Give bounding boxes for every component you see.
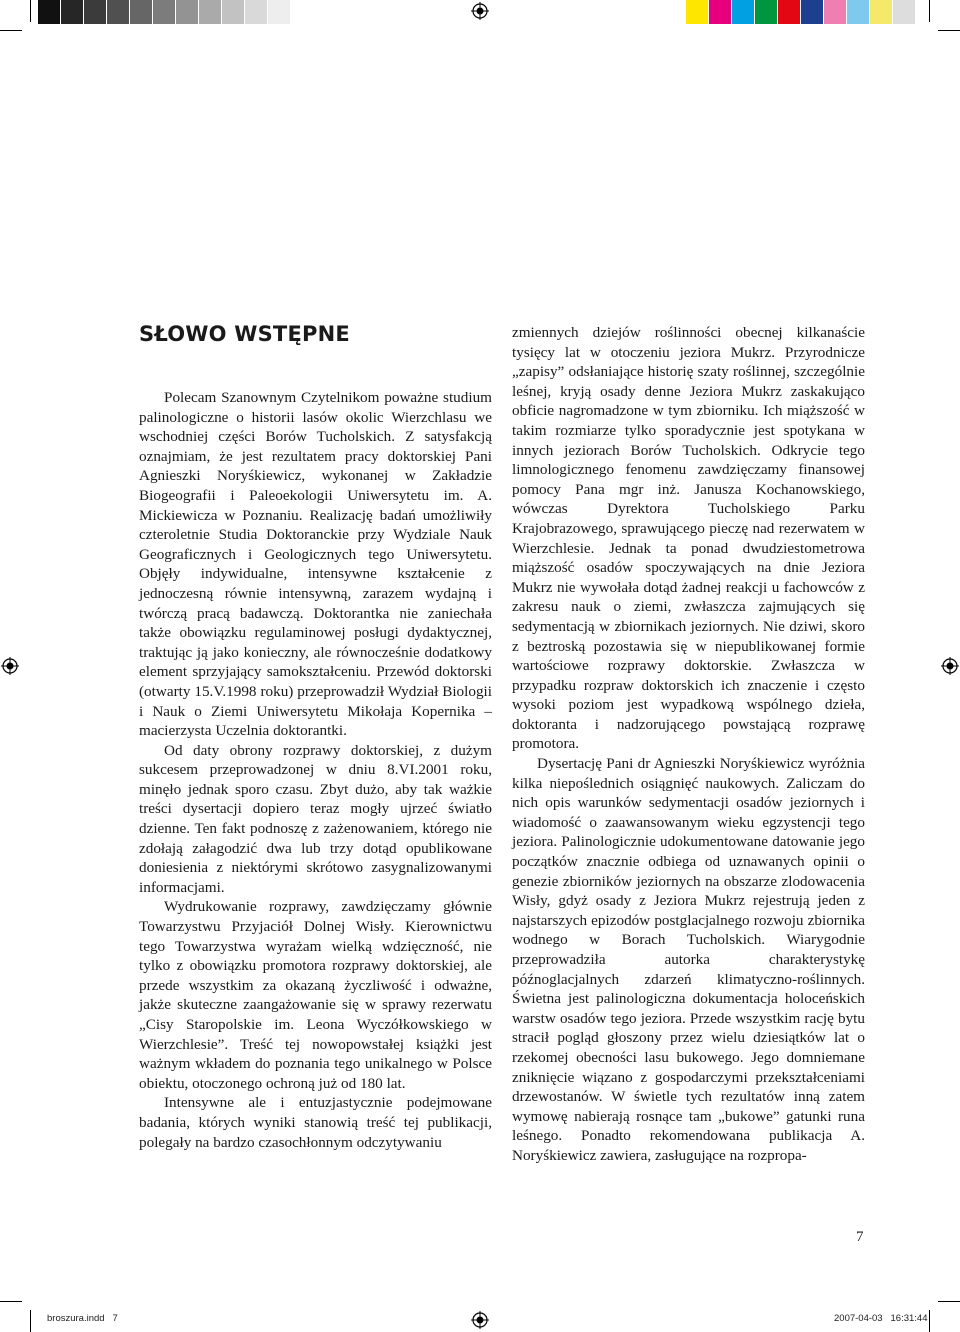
crop-mark xyxy=(0,30,22,31)
color-swatch xyxy=(755,0,778,24)
section-heading: SŁOWO WSTĘPNE xyxy=(139,322,350,346)
slug-timestamp: 2007-04-03 16:31:44 xyxy=(834,1313,928,1324)
color-swatch xyxy=(824,0,847,24)
crop-mark xyxy=(30,1310,31,1332)
slug-filename: broszura.indd 7 xyxy=(47,1313,118,1324)
color-swatch xyxy=(801,0,824,24)
crop-mark xyxy=(929,1310,930,1332)
color-swatch xyxy=(709,0,732,24)
gray-swatch xyxy=(176,0,199,24)
color-swatch xyxy=(732,0,755,24)
color-swatch xyxy=(893,0,916,24)
paragraph: Od daty obrony rozprawy doktorskiej, z dużym sukcesem przeprowadzonej w dniu 8.VI.2001 roku, minęło jednak sporo czasu. Zbyt dużo, aby tak ważkie treści dysertacji dopiero teraz mogły ujrzeć światło dzienne. Ten fakt podnoszę z zażenowaniem, którego nie zdołają załagodzić dwa lub trzy dotąd opublikowane doniesienia z niektórymi skrótowo zasygnalizowanymi informacjami. xyxy=(139,741,492,896)
gray-swatch xyxy=(61,0,84,24)
gray-swatch xyxy=(38,0,61,24)
gray-swatch xyxy=(130,0,153,24)
page-number: 7 xyxy=(856,1229,864,1245)
crop-mark xyxy=(938,1301,960,1302)
crop-mark xyxy=(938,30,960,31)
color-swatch xyxy=(778,0,801,24)
gray-swatch xyxy=(107,0,130,24)
registration-mark-icon xyxy=(471,2,489,20)
text-column-right xyxy=(512,323,865,1166)
paragraph: Intensywne ale i entuzjastycznie podejmowane badania, których wyniki stanowią treść tej publikacji, polegały na bardzo czasochłonnym odczytywaniu xyxy=(139,1094,492,1151)
gray-swatch xyxy=(268,0,291,24)
color-swatch xyxy=(870,0,893,24)
crop-mark xyxy=(929,0,930,22)
paragraph: Wydrukowanie rozprawy, zawdzięczamy głównie Towarzystwu Przyjaciół Dolnej Wisły. Kierownictwu tego Towarzystwa wyrażam wielką wdzięczność, nie tylko z obowiązku promotora rozprawy doktorskiej, ale przede wszystkim za okazaną życzliwość i odważne, jakże skuteczne zaangażowanie się w sprawy rezerwatu „Cisy Staropolskie im. Leona Wyczółkowskiego w Wierzchlesie”. Treść tej nowopowstałej książki jest ważnym wkładem do poznania tego unikalnego w Polsce obiektu, otoczonego ochroną już od 180 lat. xyxy=(139,898,492,1092)
gray-swatch xyxy=(153,0,176,24)
crop-mark xyxy=(30,0,31,22)
paragraph: Polecam Szanownym Czytelnikom poważne studium palinologiczne o historii lasów okolic Wierzchlasu we wschodniej części Borów Tucholskich. Z satysfakcją oznajmiam, że jest rezultatem pracy doktorskiej Pani Agnieszki Noryśkiewicz, wykonanej w Zakładzie Biogeografii i Paleoekologii Uniwersytetu im. A. Mickiewicza w Poznaniu. Realizację badań umożliwiły czteroletnie Studia Doktoranckie przy Wydziale Nauk Geograficznych i Geologicznych tego Uniwersytetu. Objęły indywidualne, intensywne kształcenie z jednoczesną równie intensywną, zarazem wydajną i twórczą pracą badawczą. Doktorantka nie zaniechała także obowiązku regulaminowej posługi dydaktycznej, traktując ją jako konieczny, ale równocześnie dodatkowy element sprzyjający samokształceniu. Przewód doktorski (otwarty 15.V.1998 roku) przeprowadził Wydział Biologii i Nauk o Ziemi Uniwersytetu Mikołaja Kopernika – macierzysta Uczelnia doktorantki. xyxy=(139,389,492,740)
gray-swatch xyxy=(199,0,222,24)
paragraph: Dysertację Pani dr Agnieszki Noryśkiewicz wyróżnia kilka niepoślednich osiągnięć naukowych. Zaliczam do nich opis warunków sedymentacji osadów jeziornych i wiadomość o zaawansowanym wieku egzystencji tego jeziora. Palinologicznie udokumentowane datowanie jego początków znacznie odbiega od uznawanych opinii o genezie zbiorników jeziornych na obszarze zlodowacenia Wisły, gdyż osady z Jeziora Mukrz rejestrują jeden z najstarszych epizodów postglacjalnego rozwoju zbiornika wodnego w Borach Tucholskich. Wiarygodnie przeprowadziła autorka charakterystykę późnoglacjalnych zdarzeń klimatyczno-roślinnych. Świetna jest palinologiczna dokumentacja holoceńskich warstw osadów tego jeziora. Przede wszystkim rację bytu stracił pogląd głoszony przez wielu dziesiątków lat o rzekomej obecności lasu bukowego. Jego domniemane zniknięcie wiązano z gospodarczymi przekształceniami drzewostanów. W świetle tych rezultatów inną zatem wymowę nabierają rosnące tam „bukowe” gatunki runa leśnego. Ponadto rekomendowana publikacja A. Noryśkiewicz zawiera, zasługujące na rozpropa- xyxy=(512,755,865,1164)
gray-swatch xyxy=(84,0,107,24)
color-swatch xyxy=(686,0,709,24)
text-column-left xyxy=(139,388,492,1152)
color-swatch xyxy=(847,0,870,24)
registration-mark-icon xyxy=(1,657,19,675)
crop-mark xyxy=(0,1301,22,1302)
registration-mark-icon xyxy=(941,657,959,675)
grayscale-bar xyxy=(38,0,291,24)
color-bar xyxy=(686,0,916,24)
gray-swatch xyxy=(245,0,268,24)
gray-swatch xyxy=(222,0,245,24)
registration-mark-icon xyxy=(471,1311,489,1329)
paragraph: zmiennych dziejów roślinności obecnej kilkanaście tysięcy lat w otoczeniu jeziora Mukrz. Przyrodnicze „zapisy” odsłaniające historię szaty roślinnej, szczególnie leśnej, kryją osady denne Jeziora Mukrz zaskakująco obficie nagromadzone w tym zbiorniku. Ich miąższość w takim rozmiarze tylko sporadycznie jest spotykana w innych jeziorach Borów Tucholskich. Odkrycie tego limnologicznego fenomenu zawdzięczamy finansowej pomocy Pana mgr inż. Janusza Kochanowskiego, wówczas Dyrektora Tucholskiego Parku Krajobrazowego, sprawującego pieczę nad rezerwatem w Wierzchlesie. Jednak ta ponad dwudziestometrowa miąższość osadów spoczywających na dnie Jeziora Mukrz nie wywołała dotąd żadnej reakcji u fachowców z zakresu nauk o ziemi, zwłaszcza zajmujących się sedymentacją w zbiornikach jeziornych. Nie dziwi, skoro z beztroską pozostawia się w niepublikowanej formie wartościowe rozprawy doktorskie. Zwłaszcza w przypadku rozpraw doktorskich ich znaczenie i często wysoki poziom jest wypadkową wspólnego dzieła, doktoranta i nadzorującego powstającą rozprawę promotora. xyxy=(512,324,865,753)
